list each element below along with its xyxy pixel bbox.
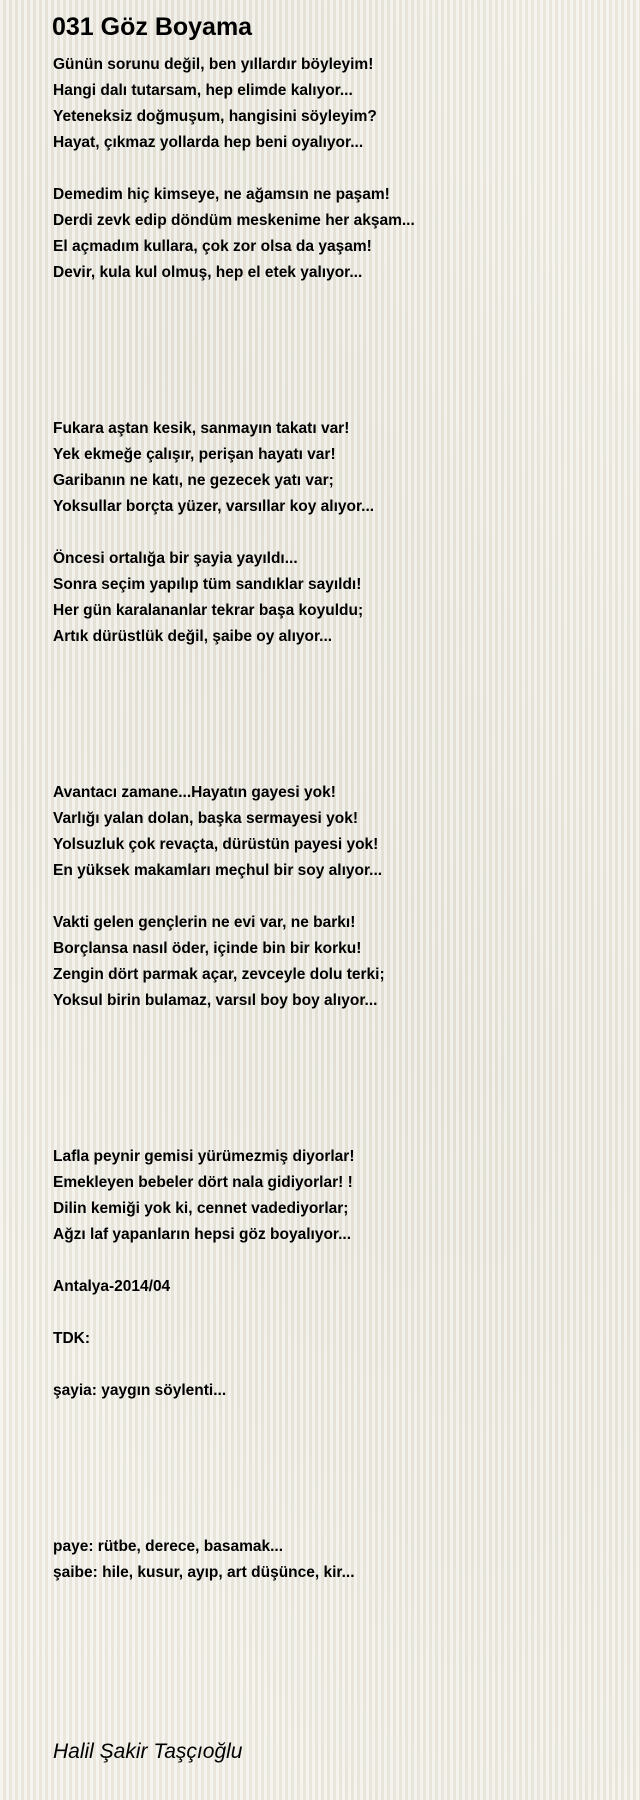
poem-line: Yoksul birin bulamaz, varsıl boy boy alıyor... [53, 992, 378, 1009]
poem-line: El açmadım kullara, çok zor olsa da yaşam! [53, 238, 372, 255]
poem-body [53, 52, 613, 1586]
poem-line: Vakti gelen gençlerin ne evi var, ne barkı! [53, 914, 356, 931]
poem-line: Günün sorunu değil, ben yıllardır böyleyim! [53, 56, 374, 73]
poem-line: Demedim hiç kimseye, ne ağamsın ne paşam! [53, 186, 390, 203]
poem-line: Devir, kula kul olmuş, hep el etek yalıyor... [53, 264, 363, 281]
poem-line: Lafla peynir gemisi yürümezmiş diyorlar! [53, 1148, 355, 1165]
tdk-label: TDK: [53, 1330, 91, 1347]
poem-line: Yek ekmeğe çalışır, perişan hayatı var! [53, 446, 336, 463]
stanza-6 [53, 910, 613, 1014]
stanza-2 [53, 182, 613, 286]
definition-sayia: şayia: yaygın söylenti... [53, 1382, 227, 1399]
poem-line: Garibanın ne katı, ne gezecek yatı var; [53, 472, 334, 489]
stanza-3 [53, 416, 613, 520]
poem-line: Artık dürüstlük değil, şaibe oy alıyor... [53, 628, 333, 645]
poem-line: Yoksullar borçta yüzer, varsıllar koy alıyor... [53, 498, 375, 515]
poem-line: Yolsuzluk çok revaçta, dürüstün payesi yok! [53, 836, 379, 853]
stanza-1 [53, 52, 613, 156]
poem-line: Zengin dört parmak açar, zevceyle dolu terki; [53, 966, 385, 983]
poem-line: Derdi zevk edip döndüm meskenime her akşam... [53, 212, 415, 229]
poem-line: Öncesi ortalığa bir şayia yayıldı... [53, 550, 298, 567]
poem-line: Avantacı zamane...Hayatın gayesi yok! [53, 784, 336, 801]
author-name: Halil Şakir Taşçıoğlu [53, 1740, 243, 1763]
poem-line: Dilin kemiği yok ki, cennet vadediyorlar; [53, 1200, 349, 1217]
poem-line: Borçlansa nasıl öder, içinde bin bir korku! [53, 940, 362, 957]
place-date: Antalya-2014/04 [53, 1278, 171, 1295]
definition-paye: paye: rütbe, derece, basamak... [53, 1538, 284, 1555]
poem-line: Ağzı laf yapanların hepsi göz boyalıyor... [53, 1226, 352, 1243]
poem-line: Sonra seçim yapılıp tüm sandıklar sayıldı! [53, 576, 362, 593]
stanza-5 [53, 780, 613, 884]
poem-line: Hayat, çıkmaz yollarda hep beni oyalıyor... [53, 134, 364, 151]
definition-saibe: şaibe: hile, kusur, ayıp, art düşünce, kir... [53, 1564, 355, 1581]
poem-title: 031 Göz Boyama [52, 13, 253, 41]
poem-line: Varlığı yalan dolan, başka sermayesi yok! [53, 810, 358, 827]
stanza-4 [53, 546, 613, 650]
poem-line: En yüksek makamları meçhul bir soy alıyor... [53, 862, 383, 879]
poem-line: Her gün karalananlar tekrar başa koyuldu; [53, 602, 364, 619]
poem-line: Hangi dalı tutarsam, hep elimde kalıyor... [53, 82, 353, 99]
stanza-7 [53, 1144, 613, 1248]
poem-line: Fukara aştan kesik, sanmayın takatı var! [53, 420, 350, 437]
poem-line: Yeteneksiz doğmuşum, hangisini söyleyim? [53, 108, 377, 125]
poem-line: Emekleyen bebeler dört nala gidiyorlar! ! [53, 1174, 353, 1191]
